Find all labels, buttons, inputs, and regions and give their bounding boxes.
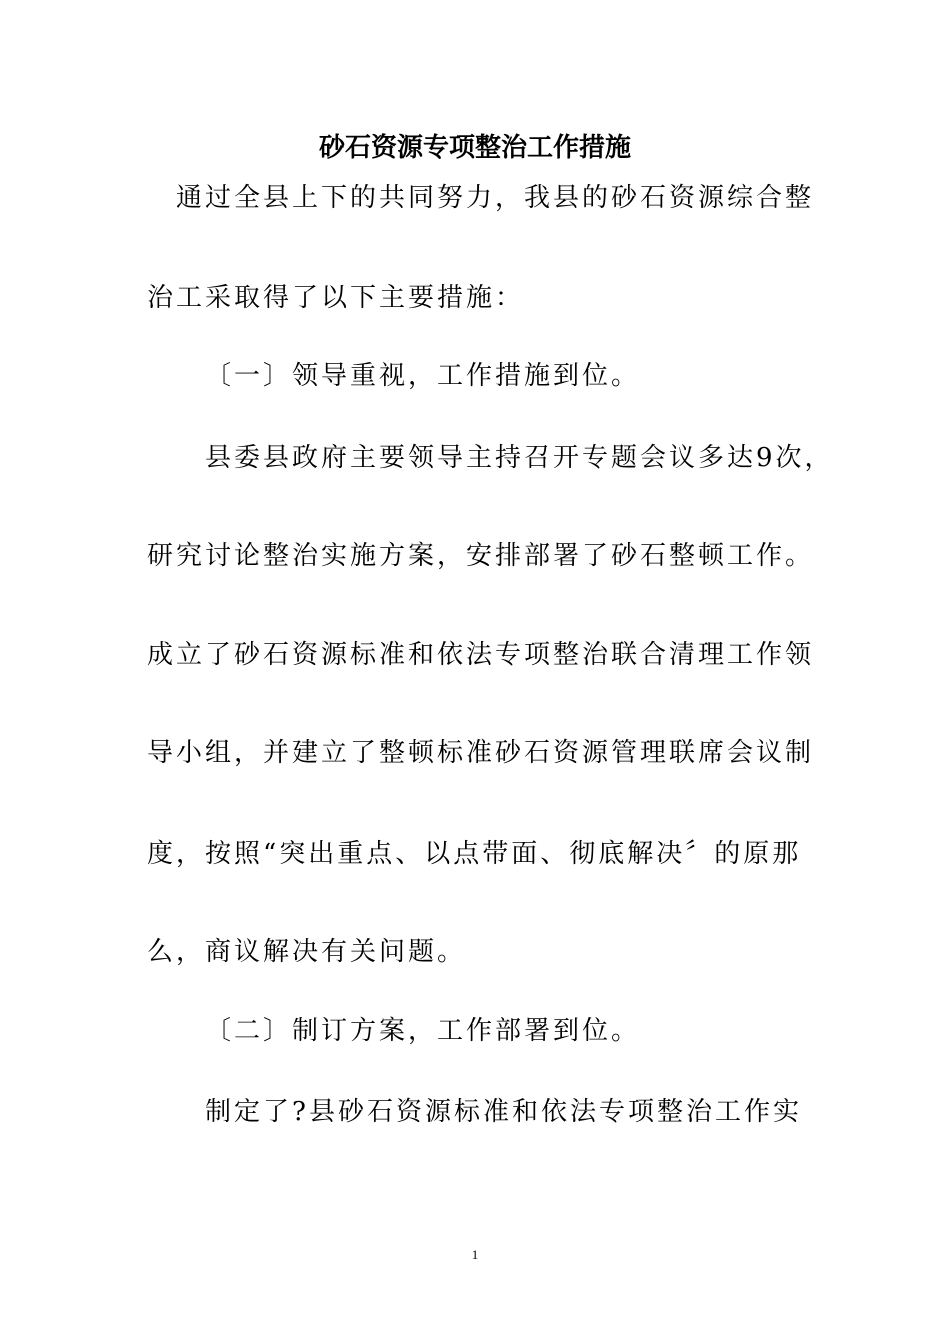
paragraph-line: 导小组，并建立了整顿标准砂石资源管理联席会议制 xyxy=(147,738,815,768)
paragraph-line: 县委县政府主要领导主持召开专题会议多达9次， xyxy=(205,443,834,473)
section-heading: 〔一〕领导重视，工作措施到位。 xyxy=(205,361,641,391)
paragraph-line: 制定了?县砂石资源标准和依法专项整治工作实 xyxy=(205,1097,802,1127)
paragraph-line: 成立了砂石资源标准和依法专项整治联合清理工作领 xyxy=(147,640,815,670)
paragraph-line: 通过全县上下的共同努力，我县的砂石资源综合整 xyxy=(176,183,815,213)
paragraph-line: 研究讨论整治实施方案，安排部署了砂石整顿工作。 xyxy=(147,541,815,571)
document-title: 砂石资源专项整治工作措施 xyxy=(318,133,631,163)
paragraph-line: 么，商议解决有关问题。 xyxy=(147,937,467,967)
paragraph-line: 度，按照“突出重点、以点带面、彻底解决〞的原那 xyxy=(147,839,802,869)
section-heading: 〔二〕制订方案，工作部署到位。 xyxy=(205,1016,641,1046)
page-number: 1 xyxy=(471,1247,479,1262)
paragraph-line: 治工采取得了以下主要措施： xyxy=(147,283,525,313)
